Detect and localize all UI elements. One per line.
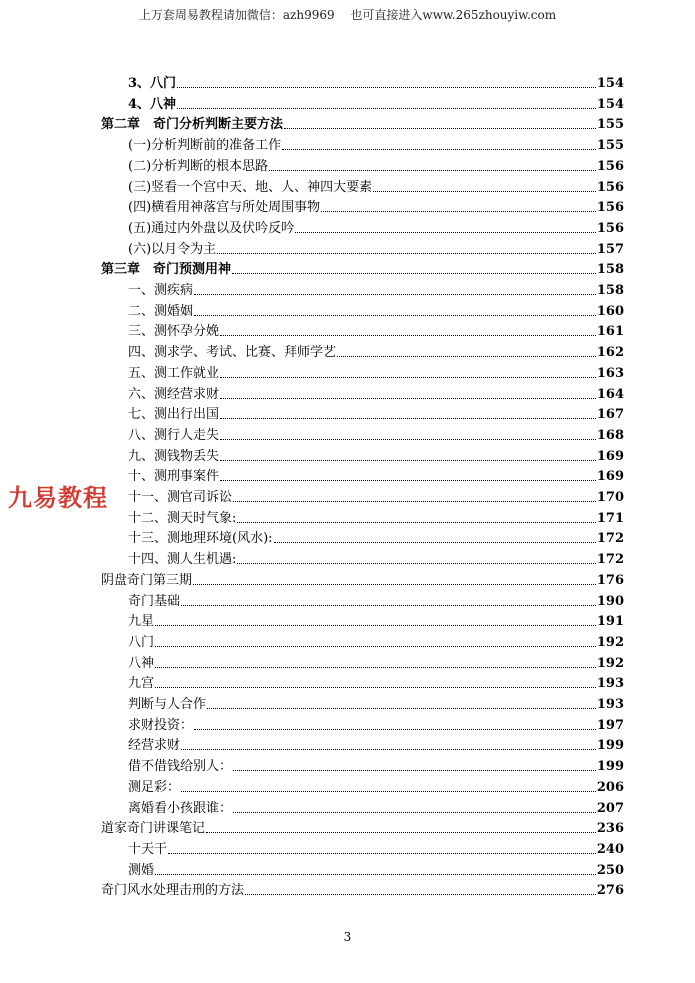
toc-entry-label: (二)分析判断的根本思路 <box>128 158 269 174</box>
toc-entry-page: 240 <box>596 841 624 857</box>
toc-entry <box>128 279 624 299</box>
toc-entry <box>128 403 624 423</box>
toc-entry-label: 四、测求学、考试、比赛、拜师学艺 <box>128 345 337 361</box>
toc-entry-label: 十三、测地理环境(风水): <box>128 531 273 547</box>
toc-entry <box>128 445 624 465</box>
toc-entry-page: 160 <box>596 303 624 319</box>
toc-entry <box>128 548 624 568</box>
toc-entry-label: 奇门基础 <box>128 593 181 609</box>
toc-dot-leader <box>220 398 596 399</box>
toc-dot-leader <box>177 108 596 109</box>
toc-entry-label: 第三章 奇门预测用神 <box>101 262 232 278</box>
toc-entry <box>101 817 624 837</box>
toc-entry-label: 求财投资： <box>128 717 194 733</box>
toc-entry <box>128 155 624 175</box>
toc-dot-leader <box>220 377 596 378</box>
toc-entry-label: 道家奇门讲课笔记 <box>101 821 206 837</box>
toc-dot-leader <box>237 563 595 564</box>
toc-entry <box>128 320 624 340</box>
toc-entry <box>128 672 624 692</box>
toc-entry <box>101 879 624 899</box>
toc-dot-leader <box>155 625 596 626</box>
toc-entry-label: 二、测婚姻 <box>128 303 194 319</box>
toc-entry-label: 十天干 <box>128 841 168 857</box>
toc-entry <box>128 838 624 858</box>
toc-entry-page: 206 <box>596 779 624 795</box>
toc-dot-leader <box>373 191 596 192</box>
toc-dot-leader <box>284 128 596 129</box>
toc-dot-leader <box>193 584 596 585</box>
toc-entry-label: 九宫 <box>128 676 155 692</box>
toc-entry-label: (三)竖看一个宫中天、地、人、神四大要素 <box>128 179 373 195</box>
toc-dot-leader <box>237 522 595 523</box>
toc-entry <box>128 527 624 547</box>
toc-entry-page: 164 <box>596 386 624 402</box>
toc-entry-page: 158 <box>596 262 624 278</box>
toc-entry <box>128 465 624 485</box>
toc-entry-label: 七、测出行出国 <box>128 407 220 423</box>
toc-dot-leader <box>194 729 596 730</box>
toc-entry-label: 一、测疾病 <box>128 283 194 298</box>
toc-dot-leader <box>220 439 596 440</box>
toc-entry-page: 192 <box>596 634 624 650</box>
toc-entry <box>128 507 624 527</box>
toc-entry <box>128 362 624 382</box>
toc-dot-leader <box>321 211 596 212</box>
toc-entry-label: 测婚 <box>128 862 155 878</box>
toc-entry <box>128 134 624 154</box>
toc-entry <box>128 590 624 610</box>
toc-entry <box>128 383 624 403</box>
toc-entry-label: 八门 <box>128 634 155 650</box>
toc-entry-label: 判断与人合作 <box>128 697 207 712</box>
toc-entry-page: 169 <box>596 469 624 485</box>
toc-dot-leader <box>194 294 596 295</box>
toc-dot-leader <box>274 542 596 543</box>
toc-dot-leader <box>155 687 596 688</box>
toc-entry-page: 276 <box>596 883 624 899</box>
toc-entry <box>128 217 624 237</box>
toc-entry-page: 163 <box>596 365 624 381</box>
toc-entry-page: 155 <box>596 138 624 154</box>
toc-entry-page: 168 <box>596 427 624 443</box>
toc-dot-leader <box>220 480 596 481</box>
toc-entry-page: 158 <box>596 283 624 298</box>
toc-dot-leader <box>181 791 596 792</box>
toc-dot-leader <box>220 460 596 461</box>
toc-entry-label: 十一、测官司诉讼 <box>128 490 233 505</box>
toc-entry-label: 六、测经营求财 <box>128 386 220 402</box>
toc-entry-label: 十四、测人生机遇: <box>128 552 237 568</box>
toc-entry-label: 五、测工作就业 <box>128 365 220 381</box>
toc-entry-page: 167 <box>596 407 624 423</box>
toc-entry-label: 十、测刑事案件 <box>128 469 220 485</box>
toc-entry-page: 156 <box>596 220 624 236</box>
toc-entry-page: 236 <box>596 821 624 837</box>
toc-entry-page: 197 <box>596 717 624 733</box>
toc-entry <box>128 693 624 713</box>
toc-dot-leader <box>232 273 596 274</box>
toc-entry-label: (六)以月令为主 <box>128 241 217 257</box>
toc-entry-page: 154 <box>596 76 624 91</box>
toc-entry <box>128 196 624 216</box>
toc-entry <box>101 258 624 278</box>
toc-dot-leader <box>233 501 596 502</box>
toc-entry <box>128 797 624 817</box>
toc-entry-page: 191 <box>596 614 624 630</box>
toc-entry <box>128 631 624 651</box>
toc-dot-leader <box>269 170 596 171</box>
toc-dot-leader <box>220 418 596 419</box>
toc-dot-leader <box>245 894 596 895</box>
toc-entry-label: 借不借钱给别人： <box>128 759 233 775</box>
toc-dot-leader <box>207 708 596 709</box>
toc-entry-page: 193 <box>596 676 624 692</box>
toc-dot-leader <box>233 812 596 813</box>
toc-entry-label: 九、测钱物丢失 <box>128 448 220 464</box>
toc-dot-leader <box>168 853 596 854</box>
toc-entry-page: 199 <box>596 759 624 775</box>
toc-entry <box>128 176 624 196</box>
toc-entry-label: 八、测行人走失 <box>128 427 220 443</box>
toc-dot-leader <box>194 315 596 316</box>
toc-entry-page: 162 <box>596 345 624 361</box>
toc-entry-label: 三、测怀孕分娩 <box>128 324 220 340</box>
toc-dot-leader <box>282 149 596 150</box>
toc-entry-page: 170 <box>596 490 624 505</box>
toc-dot-leader <box>155 874 596 875</box>
page-number: 3 <box>343 930 352 944</box>
toc-entry <box>128 300 624 320</box>
toc-dot-leader <box>337 356 596 357</box>
toc-entry-label: 阴盘奇门第三期 <box>101 572 193 588</box>
toc-entry <box>128 776 624 796</box>
toc-entry-page: 157 <box>596 241 624 257</box>
toc-entry <box>128 72 624 92</box>
toc-entry-page: 250 <box>596 862 624 878</box>
toc-entry-page: 169 <box>596 448 624 464</box>
toc-entry-page: 199 <box>596 738 624 754</box>
toc-entry-label: 离婚看小孩跟谁： <box>128 800 233 816</box>
toc-entry <box>128 93 624 113</box>
toc-entry-page: 207 <box>596 800 624 816</box>
toc-entry-label: (五)通过内外盘以及伏吟反吟 <box>128 220 295 236</box>
toc-entry <box>128 714 624 734</box>
toc-entry-label: 十二、测天时气象: <box>128 510 237 526</box>
toc-entry-page: 156 <box>596 200 624 216</box>
toc-entry <box>128 755 624 775</box>
toc-entry <box>128 652 624 672</box>
toc-entry-label: 4、八神 <box>128 96 177 112</box>
toc-dot-leader <box>217 253 596 254</box>
toc-entry-page: 172 <box>596 531 624 547</box>
toc-entry-page: 156 <box>596 179 624 195</box>
toc-entry-page: 155 <box>596 117 624 133</box>
watermark-logo: 九易教程 <box>8 484 108 512</box>
toc-entry-page: 156 <box>596 158 624 174</box>
toc-entry-page: 192 <box>596 655 624 671</box>
toc-entry <box>128 341 624 361</box>
toc-entry-label: (一)分析判断前的准备工作 <box>128 138 282 154</box>
toc-entry-page: 193 <box>596 697 624 712</box>
toc-dot-leader <box>181 605 596 606</box>
toc-entry-page: 154 <box>596 96 624 112</box>
toc-entry-page: 190 <box>596 593 624 609</box>
toc-entry-label: 八神 <box>128 655 155 671</box>
toc-dot-leader <box>155 667 596 668</box>
toc-dot-leader <box>181 749 596 750</box>
toc-entry-page: 172 <box>596 552 624 568</box>
toc-dot-leader <box>177 87 596 88</box>
toc-entry-label: (四)横看用神落宫与所处周围事物 <box>128 200 321 216</box>
toc-entry <box>128 424 624 444</box>
toc-dot-leader <box>295 232 596 233</box>
toc-entry <box>128 486 624 506</box>
toc-dot-leader <box>155 646 596 647</box>
toc-entry <box>128 238 624 258</box>
toc-entry-page: 161 <box>596 324 624 340</box>
toc-entry-label: 经营求财 <box>128 738 181 754</box>
toc-entry-page: 176 <box>596 572 624 588</box>
toc-entry <box>101 113 624 133</box>
toc-entry-label: 九星 <box>128 614 155 630</box>
page-header: 上万套周易教程请加微信：azh9969 也可直接进入www.265zhouyiw.com <box>138 8 557 22</box>
toc-entry-page: 171 <box>596 510 624 526</box>
toc-entry-label: 测足彩： <box>128 779 181 795</box>
toc-dot-leader <box>220 335 596 336</box>
toc-entry <box>128 734 624 754</box>
toc-dot-leader <box>206 832 596 833</box>
toc-entry-label: 奇门风水处理击刑的方法 <box>101 883 245 899</box>
toc-entry <box>101 569 624 589</box>
toc-entry-label: 3、八门 <box>128 76 177 91</box>
toc-entry-label: 第二章 奇门分析判断主要方法 <box>101 117 284 133</box>
toc-entry <box>128 859 624 879</box>
toc-entry <box>128 610 624 630</box>
toc-dot-leader <box>233 770 596 771</box>
